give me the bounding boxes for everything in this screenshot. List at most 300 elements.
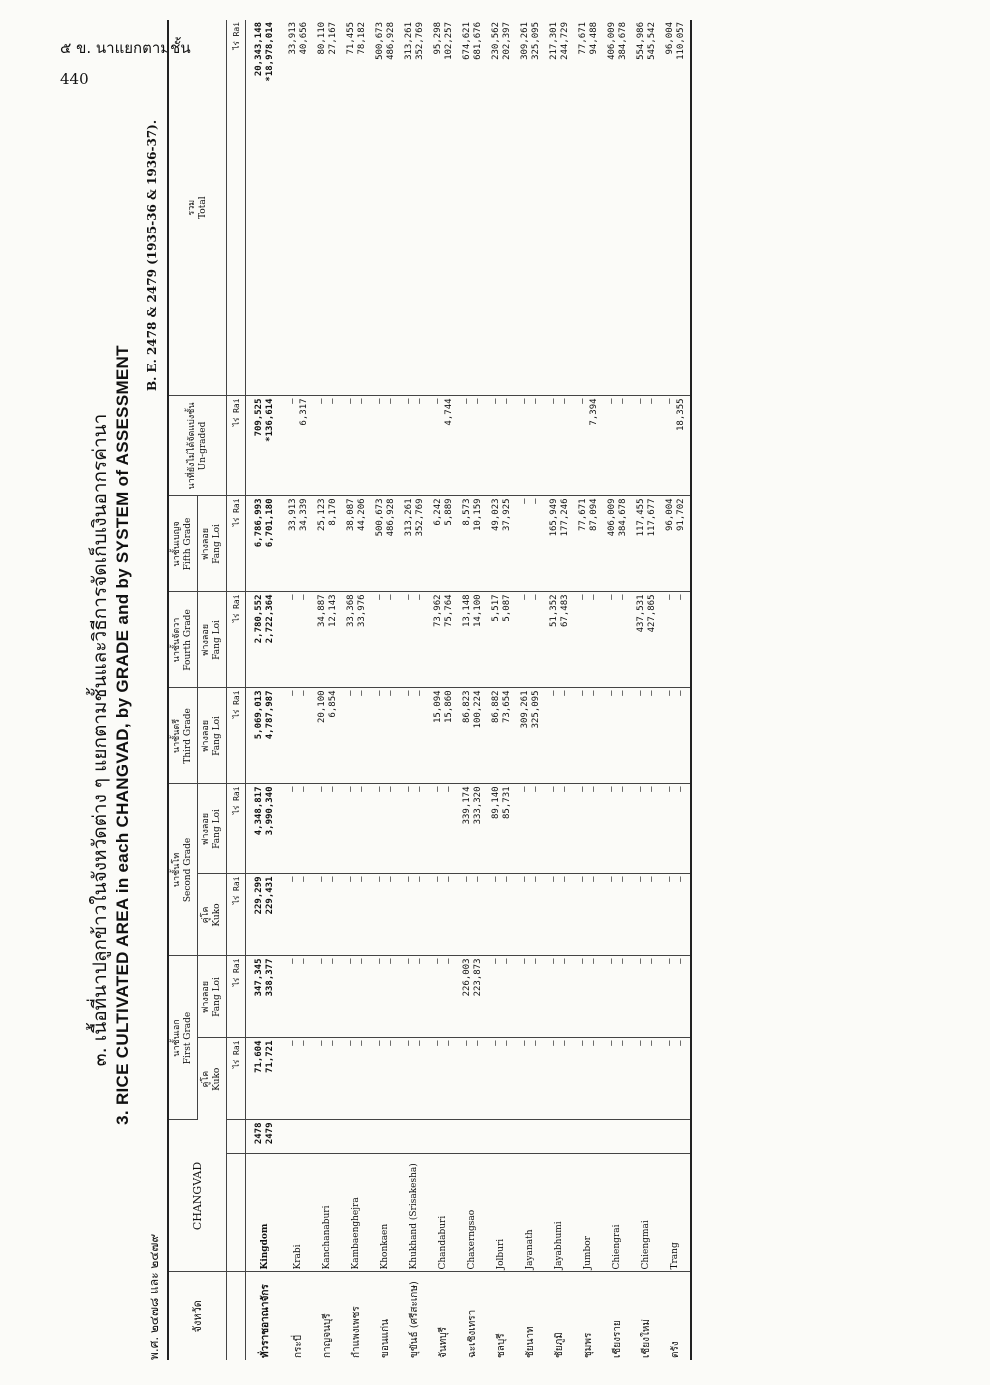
value-cell-total (661, 20, 691, 396)
value-2478: 217,301 (548, 21, 559, 60)
value-2479: 2,722,364 (265, 594, 275, 644)
value-cell-first-fangloi (429, 956, 458, 1038)
header-fourth-grade-en: Fourth Grade (183, 609, 193, 671)
value-2479: — (501, 398, 512, 404)
value-2478: — (519, 958, 530, 964)
table-body (227, 20, 692, 1360)
value-cell-first-fangloi (632, 956, 661, 1038)
value-cell-fourth (574, 592, 603, 688)
value-2479: — (675, 1040, 686, 1046)
value-cell-fourth (371, 592, 400, 688)
value-cell-second-kuko (371, 874, 400, 956)
value-2479: 325,095 (530, 690, 541, 729)
changvad-en: Kingdom (246, 1154, 285, 1272)
value-2479: — (617, 786, 628, 792)
value-2478: — (519, 786, 530, 792)
value-cell-total (284, 20, 313, 396)
value-2478: — (374, 876, 385, 882)
value-2479: 352,769 (414, 21, 425, 60)
value-cell-first-fangloi (342, 956, 371, 1038)
value-2478: — (403, 1040, 414, 1046)
value-2479: — (298, 958, 309, 964)
value-2479: — (298, 594, 309, 600)
value-2479: — (646, 398, 657, 404)
value-cell-fourth (603, 592, 632, 688)
unit-thai: ไร่ (231, 895, 241, 905)
value-cell-second-fangloi (603, 784, 632, 874)
table-row (632, 20, 661, 1360)
value-2478: — (577, 690, 588, 696)
changvad-en: Chiengrai (603, 1154, 632, 1272)
changvad-thai: ทั่วราชอาณาจักร (259, 1284, 271, 1358)
value-2478: — (432, 958, 443, 964)
value-cell-second-fangloi (313, 784, 342, 874)
year-cell (246, 1120, 285, 1154)
year-label-thai: พ.ศ. ๒๔๗๘ และ ๒๔๗๙ (147, 1233, 161, 1360)
header-fifth-grade-en: Fifth Grade (183, 517, 193, 571)
value-2479: 333,320 (472, 786, 483, 825)
value-2479: — (501, 876, 512, 882)
value-cell-first-fangloi (284, 956, 313, 1038)
value-cell-fifth (545, 496, 574, 592)
value-2478: — (577, 958, 588, 964)
value-cell-second-kuko (574, 874, 603, 956)
value-2478: — (606, 786, 617, 792)
table-row (342, 20, 371, 1360)
changvad-thai: ชัยนาท (525, 1326, 536, 1358)
value-cell-first-kuko (661, 1038, 691, 1120)
value-2478: — (374, 594, 385, 600)
value-2479: 100,224 (472, 690, 483, 729)
value-2479: — (588, 1040, 599, 1046)
changvad-thai: กาญจนบุรี (322, 1313, 333, 1358)
value-2478: — (374, 958, 385, 964)
value-2479: 6,317 (298, 398, 309, 426)
value-2479: 6,854 (327, 690, 338, 718)
value-2478: 20,100 (316, 690, 327, 723)
changvad-en: Kambaenghejra (342, 1154, 371, 1272)
table-row (400, 20, 429, 1360)
value-2478: 34,887 (316, 594, 327, 627)
value-cell-third (545, 688, 574, 784)
header-ungraded-en: Un-graded (197, 421, 208, 471)
value-2479: — (501, 958, 512, 964)
table-row (603, 20, 632, 1360)
value-2478: — (316, 958, 327, 964)
value-2479: 117,677 (646, 498, 657, 537)
value-2479: — (559, 690, 570, 696)
value-cell-total (632, 20, 661, 396)
value-2478: 5,069,013 (254, 690, 264, 740)
value-cell-fourth (284, 592, 313, 688)
header-fourth-fangloi (198, 592, 227, 688)
value-2478: — (287, 690, 298, 696)
value-cell-ungraded (400, 396, 429, 496)
value-cell-fifth (458, 496, 487, 592)
value-cell-third (632, 688, 661, 784)
value-2478: — (548, 690, 559, 696)
value-cell-first-kuko (371, 1038, 400, 1120)
unit-en: Rai (231, 594, 241, 609)
value-2479: 87,094 (588, 498, 599, 531)
value-2478: — (577, 398, 588, 404)
value-cell-fourth (400, 592, 429, 688)
value-2478: — (374, 786, 385, 792)
value-2479: — (617, 594, 628, 600)
value-2478: — (519, 498, 530, 504)
unit-thai: ไร่ (231, 417, 241, 427)
value-cell-first-kuko (545, 1038, 574, 1120)
value-2478: 313,261 (403, 498, 414, 537)
value-2479: — (327, 876, 338, 882)
value-2478: — (403, 690, 414, 696)
header-fifth-grade-thai: นาชั้นเบญจ (172, 521, 182, 567)
year-cell (516, 1120, 545, 1154)
value-2478: — (287, 594, 298, 600)
value-2478: 554,986 (635, 21, 646, 60)
value-2478: — (606, 876, 617, 882)
value-2479: — (385, 876, 396, 882)
fangloi-en: Fang Loi (212, 716, 222, 756)
table-row (574, 20, 603, 1360)
value-2478: 500,673 (374, 498, 385, 537)
changvad-en: Khonkaen (371, 1154, 400, 1272)
value-2479: — (472, 398, 483, 404)
value-2478: 96,004 (664, 498, 675, 531)
value-cell-fourth (632, 592, 661, 688)
value-cell-total (603, 20, 632, 396)
value-cell-first-kuko (246, 1038, 285, 1120)
value-2479: — (356, 876, 367, 882)
value-cell-ungraded (284, 396, 313, 496)
value-2478: 229,299 (254, 876, 264, 915)
value-2478: — (606, 398, 617, 404)
value-2478: — (606, 690, 617, 696)
value-2478: — (345, 786, 356, 792)
value-2479: — (559, 1040, 570, 1046)
value-2478: — (490, 876, 501, 882)
value-2479: — (559, 876, 570, 882)
value-2478: — (287, 1040, 298, 1046)
value-2478: 77,671 (577, 498, 588, 531)
running-head: ๕ ข. นาแยกตามชั้น (60, 39, 191, 57)
value-2478: — (577, 594, 588, 600)
value-2478: 313,261 (403, 21, 414, 60)
value-2478: — (635, 1040, 646, 1046)
header-second-grade-en: Second Grade (183, 837, 193, 903)
value-2479: 8,170 (327, 498, 338, 526)
value-cell-fifth (574, 496, 603, 592)
header-second-grade-thai: นาชั้นโท (172, 852, 182, 888)
value-2478: 117,455 (635, 498, 646, 537)
value-2479: — (356, 1040, 367, 1046)
value-cell-ungraded (603, 396, 632, 496)
value-cell-fourth (661, 592, 691, 688)
value-2478: 226,003 (461, 958, 472, 997)
value-2478: — (403, 594, 414, 600)
value-2479: 75,764 (443, 594, 454, 627)
value-2478: — (461, 876, 472, 882)
header-row-grades (168, 20, 198, 1360)
value-2479: 78,182 (356, 21, 367, 55)
changvad-thai: ชัยภูมิ (554, 1332, 565, 1358)
value-cell-fifth (342, 496, 371, 592)
value-cell-total (516, 20, 545, 396)
value-cell-second-fangloi (371, 784, 400, 874)
value-2478: — (432, 786, 443, 792)
value-2479: — (675, 594, 686, 600)
value-2478: 309,261 (519, 21, 530, 60)
value-2478: 20,343,148 (254, 21, 264, 77)
value-cell-second-fangloi (429, 784, 458, 874)
value-cell-ungraded (371, 396, 400, 496)
value-2478: — (316, 786, 327, 792)
value-2478: 77,671 (577, 21, 588, 55)
value-cell-fourth (545, 592, 574, 688)
changvad-en: Chandaburi (429, 1154, 458, 1272)
value-cell-first-fangloi (545, 956, 574, 1038)
value-cell-third (284, 688, 313, 784)
value-2478: 38,087 (345, 498, 356, 531)
changvad-thai: ชลบุรี (496, 1333, 507, 1358)
value-2478: — (519, 398, 530, 404)
value-2478: — (577, 1040, 588, 1046)
kuko-en: Kuko (212, 1067, 222, 1091)
unit-thai: ไร่ (231, 1059, 241, 1069)
unit-en: Rai (231, 786, 241, 801)
value-cell-second-kuko (429, 874, 458, 956)
value-2478: 2,780,552 (254, 594, 264, 644)
value-2478: 80,110 (316, 21, 327, 55)
changvad-en: Kanchanaburi (313, 1154, 342, 1272)
unit-row (227, 20, 246, 1360)
value-2479: *136,614 (265, 398, 275, 442)
value-2478: — (635, 398, 646, 404)
value-2478: 33,913 (287, 498, 298, 531)
value-2479: 15,860 (443, 690, 454, 723)
value-cell-fifth (603, 496, 632, 592)
table-row (516, 20, 545, 1360)
value-2479: 223,873 (472, 958, 483, 997)
value-cell-third (313, 688, 342, 784)
value-2479: — (530, 1040, 541, 1046)
rice-area-table (167, 20, 692, 1360)
value-2479: 37,925 (501, 498, 512, 531)
header-total-en: Total (197, 196, 208, 220)
value-2478: — (606, 594, 617, 600)
value-cell-ungraded (632, 396, 661, 496)
unit-en: Rai (231, 958, 241, 973)
value-cell-first-kuko (632, 1038, 661, 1120)
unit-thai: ไร่ (231, 977, 241, 987)
value-2479: 5,087 (501, 594, 512, 622)
value-2478: — (664, 786, 675, 792)
value-2479: — (443, 1040, 454, 1046)
value-cell-fifth (661, 496, 691, 592)
value-2478: — (519, 1040, 530, 1046)
value-2478: 96,004 (664, 21, 675, 55)
value-cell-second-kuko (632, 874, 661, 956)
header-second-kuko (198, 874, 227, 956)
value-2479: — (530, 594, 541, 600)
value-cell-fourth (429, 592, 458, 688)
year-label-english: B. E. 2478 & 2479 (1935-36 & 1936-37). (145, 120, 159, 392)
value-2478: — (548, 786, 559, 792)
year-cell (487, 1120, 516, 1154)
value-cell-total (574, 20, 603, 396)
header-first-grade-en: First Grade (183, 1011, 193, 1065)
value-2479: — (675, 876, 686, 882)
value-2479: 486,928 (385, 21, 396, 60)
value-cell-third (458, 688, 487, 784)
value-2479: — (356, 786, 367, 792)
value-2479: *18,978,014 (265, 21, 275, 82)
table-row (313, 20, 342, 1360)
changvad-thai: เชียงใหม่ (641, 1318, 652, 1358)
value-cell-ungraded (487, 396, 516, 496)
value-cell-second-fangloi (400, 784, 429, 874)
value-2478: — (287, 786, 298, 792)
table-title-english: 3. RICE CULTIVATED AREA in each CHANGVAD, by GRADE and by SYSTEM of ASSESSMENT (113, 345, 132, 1125)
unit-cell (227, 688, 246, 784)
value-2479: — (385, 594, 396, 600)
value-2479: 102,257 (443, 21, 454, 60)
header-total-thai: รวม (186, 199, 197, 216)
value-2479: — (559, 398, 570, 404)
value-cell-fifth (429, 496, 458, 592)
value-2478: — (548, 958, 559, 964)
unit-en: Rai (231, 1040, 241, 1055)
value-2479: — (414, 1040, 425, 1046)
value-2479: 85,731 (501, 786, 512, 819)
value-2479: 338,377 (265, 958, 275, 997)
header-first-grade-thai: นาชั้นเอก (172, 1019, 182, 1057)
year-cell (632, 1120, 661, 1154)
value-2478: 71,455 (345, 21, 356, 55)
value-cell-second-kuko (246, 874, 285, 956)
header-first-fangloi (198, 956, 227, 1038)
value-2479: — (559, 786, 570, 792)
value-2479: — (298, 690, 309, 696)
value-2479: 244,729 (559, 21, 570, 60)
value-2479: 44,206 (356, 498, 367, 531)
value-2478: — (403, 876, 414, 882)
value-2479: 67,483 (559, 594, 570, 627)
value-2479: 384,678 (617, 21, 628, 60)
value-cell-third (516, 688, 545, 784)
value-2479: — (385, 1040, 396, 1046)
value-2479: — (414, 876, 425, 882)
value-cell-first-fangloi (458, 956, 487, 1038)
value-cell-second-kuko (458, 874, 487, 956)
unit-blank (227, 1272, 246, 1360)
value-cell-total (313, 20, 342, 396)
value-2479: — (443, 876, 454, 882)
value-2479: — (356, 398, 367, 404)
unit-blank (227, 1154, 246, 1272)
value-cell-first-fangloi (661, 956, 691, 1038)
value-cell-fourth (458, 592, 487, 688)
header-first-grade (168, 956, 198, 1120)
value-cell-first-fangloi (603, 956, 632, 1038)
value-cell-second-kuko (284, 874, 313, 956)
value-2479: — (588, 690, 599, 696)
value-2479: — (646, 786, 657, 792)
value-cell-total (429, 20, 458, 396)
value-2478: — (403, 398, 414, 404)
value-2478: — (316, 876, 327, 882)
fangloi-en: Fang Loi (212, 524, 222, 564)
value-cell-total (246, 20, 285, 396)
value-2478: 709,525 (254, 398, 264, 437)
changvad-en: Jayabhumi (545, 1154, 574, 1272)
value-cell-fourth (516, 592, 545, 688)
unit-en: Rai (231, 876, 241, 891)
value-2478: — (287, 398, 298, 404)
value-2479: — (327, 398, 338, 404)
value-2479: — (588, 786, 599, 792)
value-cell-first-kuko (313, 1038, 342, 1120)
value-2478: — (635, 958, 646, 964)
value-2479: — (530, 498, 541, 504)
value-2479: 352,769 (414, 498, 425, 537)
value-cell-first-fangloi (313, 956, 342, 1038)
unit-cell (227, 396, 246, 496)
value-2479: — (588, 594, 599, 600)
value-cell-second-fangloi (246, 784, 285, 874)
table-row (661, 20, 691, 1360)
value-cell-third (661, 688, 691, 784)
value-cell-total (487, 20, 516, 396)
unit-en: Rai (231, 498, 241, 513)
value-2478: 73,962 (432, 594, 443, 627)
value-2478: 339,174 (461, 786, 472, 825)
value-2478: — (635, 876, 646, 882)
value-2478: 674,621 (461, 21, 472, 60)
value-2478: — (403, 786, 414, 792)
value-2479: — (443, 786, 454, 792)
value-2479: — (327, 1040, 338, 1046)
value-2479: — (559, 958, 570, 964)
value-cell-total (371, 20, 400, 396)
header-third-fangloi (198, 688, 227, 784)
value-2479: — (472, 876, 483, 882)
value-2479: 202,397 (501, 21, 512, 60)
value-cell-fourth (246, 592, 285, 688)
table-row (246, 20, 285, 1360)
value-cell-total (545, 20, 574, 396)
changvad-en: Khukhand (Srisakesha) (400, 1154, 429, 1272)
value-cell-first-fangloi (574, 956, 603, 1038)
changvad-thai: ชุมพร (583, 1332, 594, 1358)
year-cell (545, 1120, 574, 1154)
value-2478: — (577, 786, 588, 792)
value-cell-first-kuko (603, 1038, 632, 1120)
value-cell-ungraded (545, 396, 574, 496)
value-2478: 6,786,993 (254, 498, 264, 548)
value-2479: — (414, 786, 425, 792)
value-2478: — (664, 876, 675, 882)
kuko-thai: คู่โค (201, 906, 211, 924)
header-ungraded-thai: นาที่ยังไม่ได้จัดแบ่งชั้น (186, 402, 197, 490)
value-2479: 40,656 (298, 21, 309, 55)
header-ungraded (168, 396, 227, 496)
value-2478: — (432, 1040, 443, 1046)
value-cell-total (342, 20, 371, 396)
value-2479: 110,057 (675, 21, 686, 60)
value-2479: 5,889 (443, 498, 454, 526)
header-changvad-en: CHANGVAD (168, 1120, 227, 1272)
